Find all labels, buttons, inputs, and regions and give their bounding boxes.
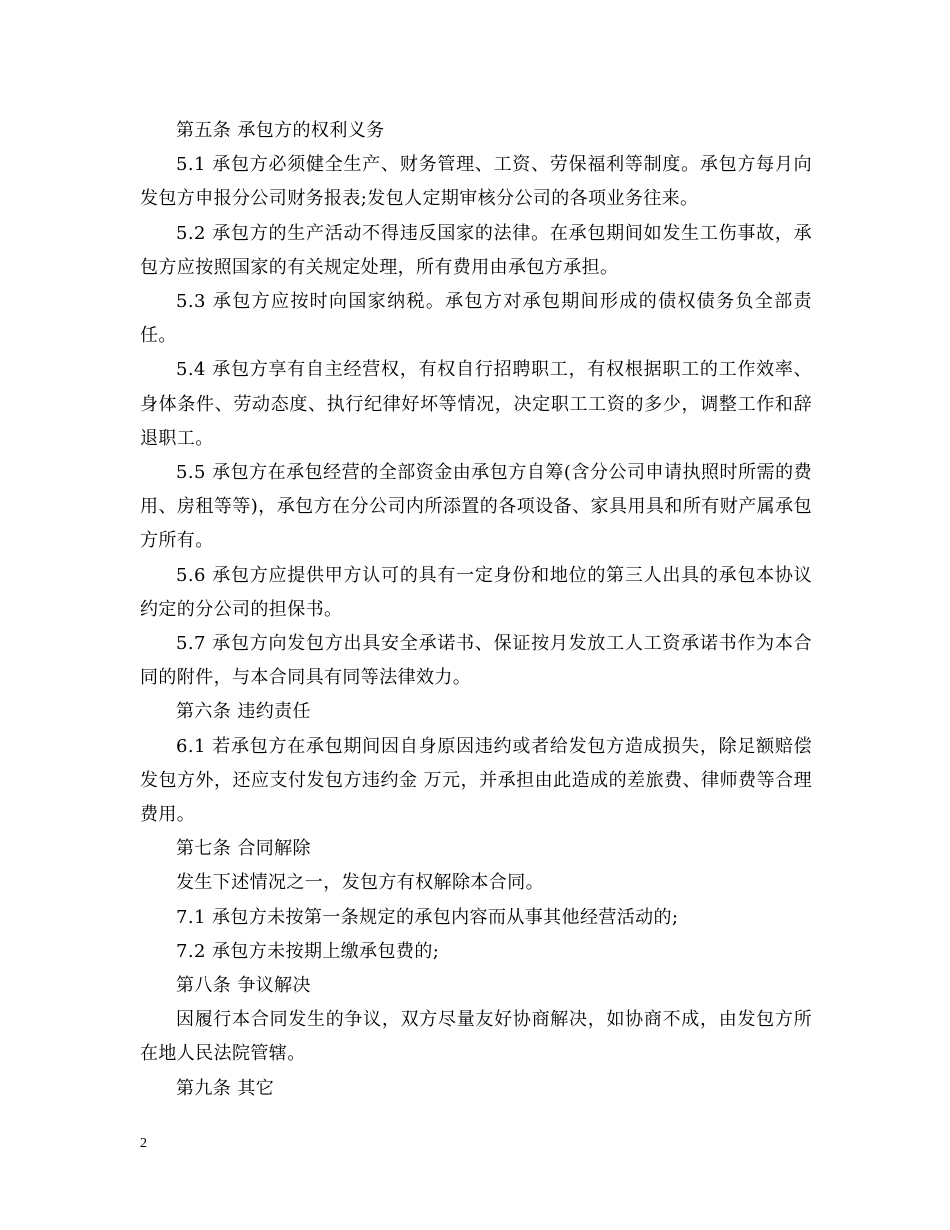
clause-8-text: 因履行本合同发生的争议，双方尽量友好协商解决，如协商不成，由发包方所在地人民法院管辖。 xyxy=(140,1009,812,1065)
clause-7-1: 7.1 承包方未按第一条规定的承包内容而从事其他经营活动的; xyxy=(176,906,679,928)
section-heading-6: 第六条 违约责任 xyxy=(176,701,311,723)
section-heading-5: 第五条 承包方的权利义务 xyxy=(176,120,385,141)
section-heading-8: 第八条 争议解决 xyxy=(176,975,311,997)
clause-7-2: 7.2 承包方未按期上缴承包费的; xyxy=(176,940,440,962)
section-heading-7: 第七条 合同解除 xyxy=(176,838,311,860)
clause-5-1: 5.1 承包方必须健全生产、财务管理、工资、劳保福利等制度。承包方每月向发包方申报分公司财务报表;发包人定期审核分公司的各项业务往来。 xyxy=(140,154,812,210)
clause-5-7: 5.7 承包方向发包方出具安全承诺书、保证按月发放工人工资承诺书作为本合同的附件，与本合同具有同等法律效力。 xyxy=(140,633,812,689)
clause-5-4: 5.4 承包方享有自主经营权，有权自行招聘职工，有权根据职工的工作效率、身体条件、劳动态度、执行纪律好坏等情况，决定职工工资的多少，调整工作和辞退职工。 xyxy=(140,359,812,449)
page-number: 2 xyxy=(140,1136,147,1151)
clause-5-2: 5.2 承包方的生产活动不得违反国家的法律。在承包期间如发生工伤事故，承包方应按照国家的有关规定处理，所有费用由承包方承担。 xyxy=(140,222,812,278)
clause-5-6: 5.6 承包方应提供甲方认可的具有一定身份和地位的第三人出具的承包本协议约定的分公司的担保书。 xyxy=(140,564,812,620)
clause-5-5: 5.5 承包方在承包经营的全部资金由承包方自筹(含分公司申请执照时所需的费用、房租等等)，承包方在分公司内所添置的各项设备、家具用具和所有财产属承包方所有。 xyxy=(140,462,812,552)
document-body xyxy=(140,114,812,1106)
clause-6-1: 6.1 若承包方在承包期间因自身原因违约或者给发包方造成损失，除足额赔偿发包方外，还应支付发包方违约金 万元，并承担由此造成的差旅费、律师费等合理费用。 xyxy=(140,735,812,826)
section-heading-9: 第九条 其它 xyxy=(176,1077,275,1099)
clause-7-intro: 发生下述情况之一，发包方有权解除本合同。 xyxy=(176,872,544,894)
clause-5-3: 5.3 承包方应按时向国家纳税。承包方对承包期间形成的债权债务负全部责任。 xyxy=(140,291,812,347)
